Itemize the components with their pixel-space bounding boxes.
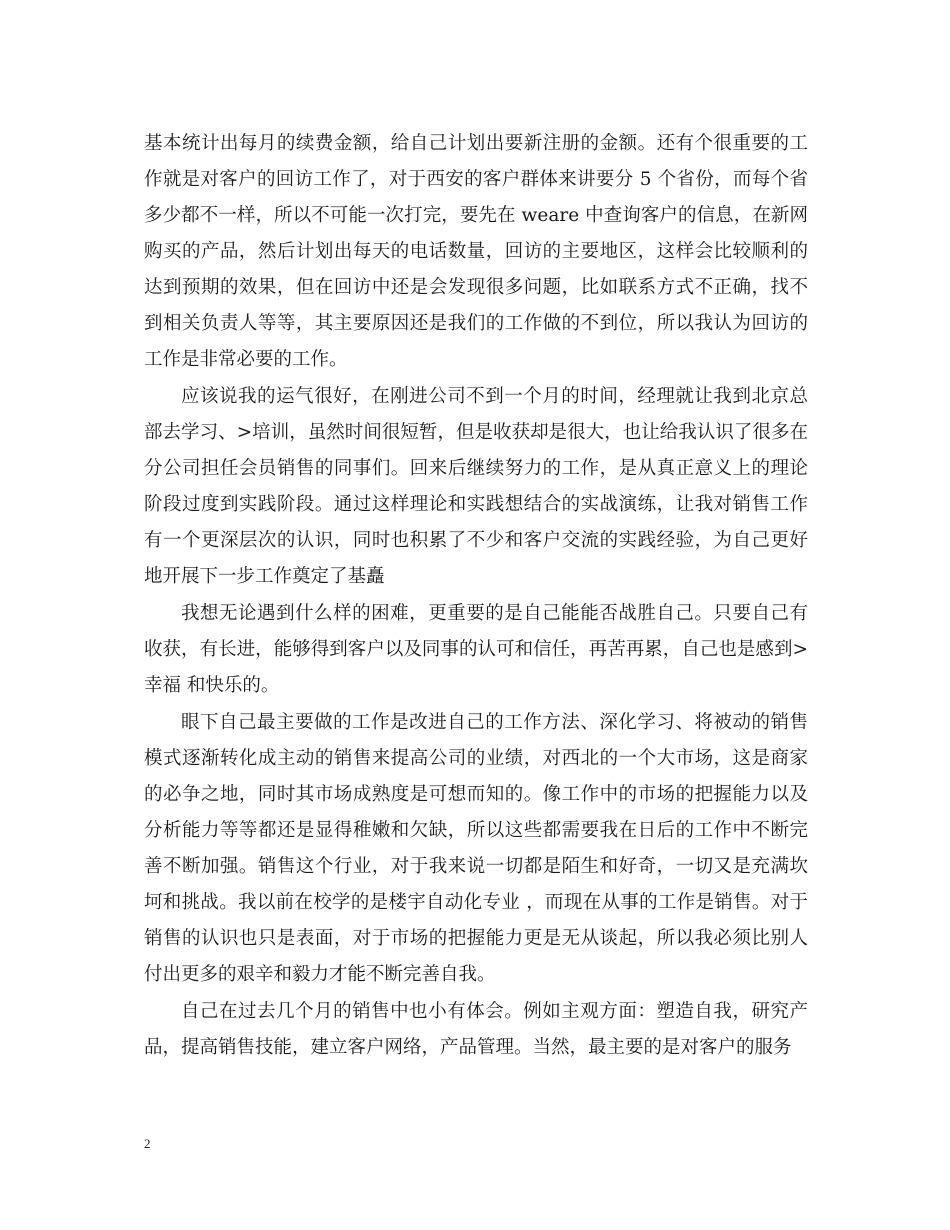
paragraph-5: 自己在过去几个月的销售中也小有体会。例如主观方面：塑造自我，研究产品，提高销售技能，建立客户网络，产品管理。当然，最主要的是对客户的服务	[144, 1001, 808, 1058]
paragraph-2: 应该说我的运气很好，在刚进公司不到一个月的时间，经理就让我到北京总部去学习、>培训，虽然时间很短暂，但是收获却是很大，也让给我认识了很多在分公司担任会员销售的同事们。回来后继续努力的工作，是从真正意义上的理论阶段过度到实践阶段。通过这样理论和实践想结合的实战演练，让我对销售工作有一个更深层次的认识，同时也积累了不少和客户交流的实践经验，为自己更好地开展下一步工作奠定了基矗	[144, 386, 808, 587]
document-body	[144, 126, 808, 1067]
paragraph-1: 基本统计出每月的续费金额，给自己计划出要新注册的金额。还有个很重要的工作就是对客户的回访工作了，对于西安的客户群体来讲要分 5 个省份，而每个省多少都不一样，所以不可能一次打完，要先在 weare 中查询客户的信息，在新网购买的产品，然后计划出每天的电话数量，回访的主要地区，这样会比较顺利的达到预期的效果，但在回访中还是会发现很多问题，比如联系方式不正确，找不到相关负责人等等，其主要原因还是我们的工作做的不到位，所以我认为回访的工作是非常必要的工作。	[144, 133, 808, 370]
page-number: 2	[144, 1136, 151, 1151]
paragraph-3: 我想无论遇到什么样的困难，更重要的是自己能能否战胜自己。只要自己有收获，有长进，能够得到客户以及同事的认可和信任，再苦再累，自己也是感到>幸福 和快乐的。	[144, 603, 808, 696]
paragraph-4: 眼下自己最主要做的工作是改进自己的工作方法、深化学习、将被动的销售模式逐渐转化成主动的销售来提高公司的业绩，对西北的一个大市场，这是商家的必争之地，同时其市场成熟度是可想而知的。像工作中的市场的把握能力以及分析能力等等都还是显得稚嫩和欠缺，所以这些都需要我在日后的工作中不断完善不断加强。销售这个行业，对于我来说一切都是陌生和好奇，一切又是充满坎坷和挑战。我以前在校学的是楼宇自动化专业 ，而现在从事的工作是销售。对于销售的认识也只是表面，对于市场的把握能力更是无从谈起，所以我必须比别人付出更多的艰辛和毅力才能不断完善自我。	[144, 712, 808, 985]
